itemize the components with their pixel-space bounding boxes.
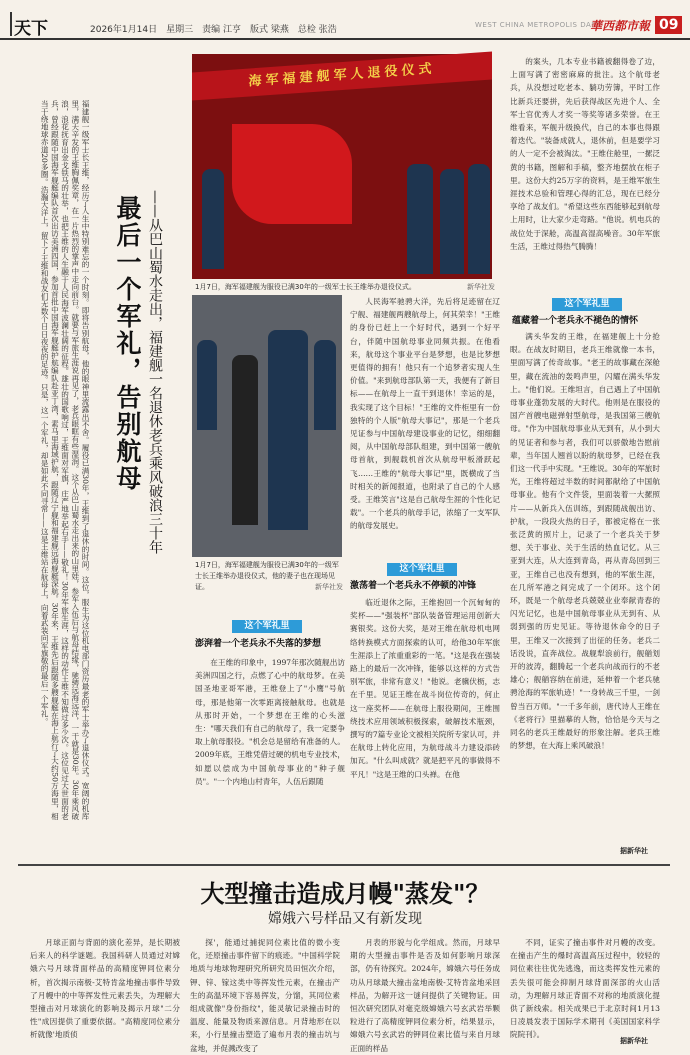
moon-deck: 嫦娥六号样品又有新发现 (268, 911, 422, 927)
veteran-figure (268, 330, 308, 530)
moon-col4-text: 不同，证实了撞击事件对月幔的改变。在撞击产生的爆时高温高压过程中，较轻的同位素往往优先逃逸，而这类挥发性元素的丢失很可能会抑制月球背面深部的火山活动，为理解月球正背面不对称的地质演化提供了新线索。相关成果已于北京时间1月13日凌晨发表于国际学术期刊《美国国家科学院院刊》。 (510, 938, 660, 1040)
right-text: 的案头，几本专业书籍被翻得卷了边，上面写满了密密麻麻的批注。这个航母老兵，从没想过吃老本、躺功劳簿，平时工作比新兵还要拼，先后获得战区先进个人、全军士官优秀人才奖一等奖等诸多荣誉。在王维看来，军舰升级换代，自己的本事也得跟着迭代。"装备成就人，退休前，但是要学习的人一定不会被淘汰。"王维住舱里，一摞泛黄的书籍，图解和手稿，整齐地摆放在柜子里。这份大约25万字的资料，是王维军旅生涯技术总验和管理心得的汇总，现在已经分享给了战友们。"希望这些东西能够起到航母上用时，让大家少走弯路。"他说。机电兵的战位处于深舱，高温高湿高噪音。30年军旅生活，王维过得热气腾腾！ (510, 57, 660, 251)
intro-column: 福建舰一级军士长王维，经历了人生中特别难忘的一个时刻。即将告别航母，他的眼神里流露出不舍。履役已满30年，王维到了退休的时间。这位，服生为这位机电部门资历最老的军士举办了退休仪式。宽阔的机库里，满天辛发的王维胸佩奖章，在一片热烈的掌声中走向前台。就要与军旅生涯说再见了，老兵眼眶有些湿润。这个从巴山蜀水走出来的山里娃，参军入伍后与航母结缘，驰骋远海远洋，一干就是30年。30年乘风破浪，浪花抚育出金戈铁马的壮举，也把王维的人生融于人民海军波澜壮阔的征程。雄壮的国歌响过，王维面对军旗，庄严地举起右手——敬礼！30年军旅生涯，这样的动作王维不知做过多少次。这位见过大世面的老兵，曾经跟随中国海军舰艇编队首次出访美洲四国，参加首批中国海军舰艇护航编队赴亚丁湾，素马里海域护航，跟随辽宁舰和福建舰远海舰艇深航。30年来，王维先后跟随多艘舰艇在海上航行了大约50万海里，相当于绕地球赤道20多圈。浩瀚大洋上，留下了王维和战友们无数个日日夜夜的足迹。只是，这一个军礼，却是如此不同寻常——这是王维站在航母上，向着武装向军旗敬的最后一个军礼。 (40, 100, 90, 820)
crew-figure (197, 340, 217, 430)
sub3-body (510, 330, 660, 846)
moon-col3 (350, 936, 500, 1053)
moon-col2 (190, 936, 340, 1053)
moon-headline: 大型撞击造成月幔"蒸发"？ (200, 879, 490, 908)
section-divider (18, 864, 670, 866)
crew-figure (314, 340, 336, 430)
designer-credit: 版式 梁燕 (249, 25, 289, 35)
sub1-body (195, 656, 345, 856)
sub3-text: 满头华发的王维，在福建舰上十分抢眼。在战友时期目，老兵王维就像一本书，里面写满了传奇故事。"老王的故事藏在深舱里，藏在流油的轰鸣声里，闪耀在满头华发上。"他们说。王维坦言，自己遇上了中国航母事业蓬勃发展的大时代。他则是在服役的国产首艘电磁弹射型航母，是我国第三艘航母。"作为中国航母事业从无到有，从小到大的见证者和参与者，我们可以骄傲地告慰前辈，当年国人翘首以盼的航母梦，已经在我们这一代手中实现。"王维说。30年的军旅时光，王维将超过半数的时间都献给了中国航母事业。他有个文件袋，里面装着一大摞照片——从新兵入伍训练，到跟随战舰出访、护航，一段段火热的日子，都被定格在一张张泛黄的照片上，记录了一个老兵关于梦想、关于事业、关于生活的热血记忆。从三亚到大连，从大连到青岛，再从青岛回到三亚，王维自己也没有想到，他的军旅生涯，在几所军港之间完成了一个闭环。这个闭环，既是一个航母老兵兢兢业业奉献青春的闪光记忆，也是中国航母事业从无到有、从弱到强的历史见证。等待退休命令的日子里，王维又一次接到了出征的任务。老兵二话没说，直奔战位。战舰犁浪前行，舰艏划开的波涛，翻腾起一个老兵向战而行的不老雄心；舰艏容纳在前进，延伸着一个老兵驰骋沧海的军旅轨迹！"一身转战三千里，一剑曾当百万师。"一千多年前，唐代诗人王维在《老将行》里描摹的人物，恰恰是今天与之同名的老兵王维最好的形象注解。老兵王维的梦想，在大海上乘风破浪！ (510, 332, 660, 751)
moon-col3-text: 月表的形貌与化学组成。然而，月球早期的大型撞击事件是否及如何影响月球深部，仍有待探究。2024年，嫦娥六号任务成功从月球最大撞击盆地南极-艾特肯盆地采回样品，为解开这一谜问提供了关键物证。田恒次研究团队对毫克级嫦娥六号玄武岩举颗粒进行了高精度钾同位素分析，结果显示，嫦娥六号玄武岩的钾同位素比值与来自月球正面的样品 (350, 938, 500, 1053)
sub3-title: 蕴藏着一个老兵永不褪色的情怀 (512, 316, 639, 326)
moon-col4 (510, 936, 660, 1040)
wife-figure (232, 355, 258, 525)
sailor-figure (202, 169, 224, 269)
sub2-title: 激荡着一个老兵永不停顿的冲锋 (350, 581, 477, 591)
sailor-figure (407, 164, 433, 274)
wife-photo (192, 295, 342, 557)
issue-date: 2026年1月14日 (90, 25, 158, 35)
feature-headline: 最后一个军礼，告别航母 (113, 195, 142, 492)
flag-shape (232, 124, 352, 224)
photo-banner: 海军福建舰军人退役仪式 (192, 52, 492, 101)
photo2-credit: 新华社发 (315, 583, 343, 591)
photo2-caption-text: 1月7日，海军福建舰为服役已满30年的一级军士长王维举办退役仪式，他的妻子也在现场见证。 (195, 561, 339, 591)
photo1-credit: 新华社发 (467, 283, 495, 291)
sub2-text: 临近退休之际，王维抱回一个沉甸甸的奖杯——"强装杯"部队装备管理运用创新大赛银奖。这份大奖，是对王维在航母机电网络转换模式方面探索的认可，给他30年军旅生涯添上了浓重重彩的一笔。"这是我在强装路上的最后一次冲锋，能够以这样的方式告别军旅，非常有意义！"他说。老骥伏枥，志在千里。见证王维在战斗岗位传奇的，何止这一座奖杯——在航母上服役期间，王维围绕技术应用领域积极探索，破解技术瓶颈，撰写的7篇专业论文被相关院所专家认可，并在航母上转化应用，为航母战斗力建设添砖加瓦。"什么叫成就？就是把平凡的事做得不平凡！"这是王维的口头禅。在他 (350, 598, 500, 779)
sub1-text: 在王维的印象中，1997年那次随舰出访美洲四国之行，点燃了心中的航母梦。在美国圣地亚哥军港，王维登上了"小鹰"号航母，那是他第一次零距离接触航母。也就是从那时开始，一个梦想在王维的心头滋生："哪天我们有自己的航母了，我一定要争取上航母服役。"机会总是留给有准备的人。2009年底，王维凭借过硬的机电专业技术，如愿以偿成为中国航母事业的"种子舰员"。"一个内地山村青年，人伍后跟随 (195, 658, 345, 786)
right-column (510, 55, 660, 285)
page-number: 09 (655, 16, 682, 34)
moon-byline: 据新华社 (620, 1037, 648, 1045)
sub2-tag: 这个军礼里 (387, 563, 457, 576)
page-header (0, 0, 690, 40)
moon-col1-text: 月球正面与背面的演化差异，是长期被后来人的科学谜题。我国科研人员通过对嫦娥六号月球背面样品的高精度钾同位素分析，首次揭示南极-艾特肯盆地撞击事件导致了月幔中的中等挥发性元素丢失，为理解大型撞击对月球演化的影响及揭示月球"二分性"成因提供了重要依据。"高精度同位素分析就像'地质侦 (30, 938, 180, 1040)
sub1-title: 澎湃着一个老兵永不失落的梦想 (195, 639, 322, 649)
editor-credit: 责编 江亨 (202, 25, 241, 35)
checker-credit: 总检 张浩 (297, 25, 337, 35)
issue-weekday: 星期三 (166, 25, 194, 35)
header-meta (90, 22, 337, 35)
photo1-caption (195, 282, 495, 293)
section-name: 天下 (14, 14, 64, 34)
english-masthead: WEST CHINA METROPOLIS DAILY (475, 21, 603, 29)
sub3-tag: 这个军礼里 (552, 298, 622, 311)
moon-col2-text: 探'，能通过捕捉同位素比值的微小变化，还原撞击事件留下的痕迹。"中国科学院地质与地球物理研究所研究员田恒次介绍，钾、锌、镓这类中等挥发性元素，在撞击产生的高温环境下容易挥发，分馏，其同位素组成就像"身份指纹"，能灵敏记录撞击时的温度、能量及物质来源信息。月背地形在以来，小行星撞击塑造了遍布月表的撞击坑与盆地，并促溅改变了 (190, 938, 340, 1053)
mid-text: 人民海军驰骋大洋，先后将足迹留在辽宁舰、福建舰两艘航母上，何其荣幸！"王维的身份已赶上一个好时代，遇到一个好平台，伴随中国航母事业同频共振。在他看来，航母这个事业平台是梦想，也是比梦想更值得的拥有！他只有一个追梦者实现人生价值。"来到航母部队第一天，我便有了新目标——在航母上一直干到退休！幸运的是，我实现了这个目标！"王维的文件柜里有一份独特的个人版"航母大事记"，那是一个老兵见证参与中国航母建设事业的记忆，细细翻阅，从中国航母部队组建，到中国第一艘航母首航，到舰载机首次从航母甲板滑跃起飞……王维的"航母大事记"里，既横成了当时相关的新闻报道，也附录了自己的个人感受。王维笑言"这是自己航母生涯的个性化记载"。一个老兵的航母手记，浓缩了一支军队的航母发展史。 (350, 297, 500, 531)
feature-subheadline: ——从巴山蜀水走出，福建舰一名退休老兵乘风破浪三十年 (147, 190, 163, 554)
photo2-caption (195, 560, 343, 593)
mid-column (350, 295, 500, 563)
sub2-body (350, 596, 500, 856)
feature-byline: 据新华社 (620, 847, 648, 855)
sub1-tag: 这个军礼里 (232, 620, 302, 633)
masthead-logo: 華西都市報 (590, 19, 651, 33)
moon-col1 (30, 936, 180, 1046)
sailor-figure (440, 169, 464, 274)
ceremony-photo (192, 54, 492, 279)
sailor-figure (468, 164, 490, 274)
photo1-caption-text: 1月7日，海军福建舰为服役已满30年的一级军士长王维举办退役仪式。 (195, 283, 416, 291)
